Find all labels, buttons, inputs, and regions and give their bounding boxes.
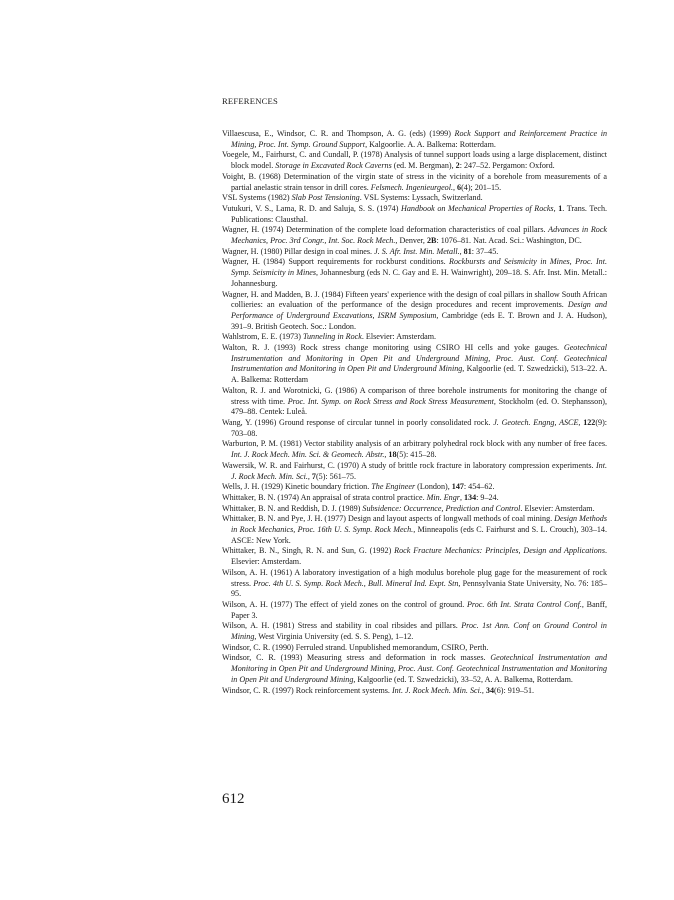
reference-entry [222, 418, 607, 439]
reference-text: Wahlstrom, E. E. (1973) [222, 332, 303, 342]
reference-entry [222, 653, 607, 685]
reference-text: : 1076–81. Nat. Acad. Sci.: Washington, DC. [436, 236, 582, 246]
reference-text: . Elsevier: Amsterdam. [361, 332, 437, 342]
reference-text: Whittaker, B. N. and Reddish, D. J. (1989) [222, 503, 363, 513]
reference-text: , [459, 492, 464, 502]
reference-entry [222, 504, 607, 515]
reference-text: Wilson, A. H. (1977) The effect of yield zones on the control of ground. [222, 599, 467, 609]
reference-entry [222, 204, 607, 225]
reference-text: : 9–24. [476, 492, 499, 502]
reference-entry [222, 493, 607, 504]
reference-text: Voight, B. (1968) Determination of the virgin state of stress in the vicinity of a borehole from measurements of a partial anelastic strain tensor in drill cores. [222, 171, 607, 192]
reference-entry [222, 439, 607, 460]
reference-entry [222, 461, 607, 482]
reference-text: Wells, J. H. (1929) Kinetic boundary friction. [222, 482, 372, 492]
reference-volume: 2 [455, 161, 460, 171]
reference-title: Geotechnical Instrumentation and Monitoring in Open Pit and Underground Mining, Proc. Aust. Conf. Geotechnical Instrumentation and Monitoring in Open Pit and Underground Mining [231, 653, 607, 684]
reference-title: Min. Engr [426, 492, 460, 502]
reference-title: Rock Support and Reinforcement Practice in Mining, Proc. Int. Symp. Ground Support [231, 129, 607, 149]
reference-entry [222, 568, 607, 600]
reference-text: (5): 561–75. [315, 471, 356, 481]
reference-entry [222, 686, 607, 697]
reference-text: Voegele, M., Fairhurst, C. and Cundall, P. (1978) Analysis of tunnel support loads using a large displacement, distinct block model. [222, 150, 607, 171]
reference-volume: 81 [463, 246, 472, 256]
reference-text: , Denver, [395, 236, 427, 246]
reference-entry [222, 386, 607, 418]
reference-title: Proc. 1st Ann. Conf on Ground Control in Mining [231, 621, 607, 642]
reference-text: Wilson, A. H. (1961) A laboratory investigation of a high modulus borehole plug gage for the measurement of rock stress. [222, 567, 607, 588]
reference-title: Storage in Excavated Rock Caverns [275, 161, 392, 171]
reference-text: , [452, 182, 458, 192]
reference-volume: 122 [583, 417, 596, 427]
reference-text: , West Virginia University (ed. S. S. Peng), 1–12. [254, 632, 414, 642]
page-number: 612 [222, 791, 245, 807]
reference-entry [222, 600, 607, 621]
reference-title: Slab Post Tensioning [291, 193, 360, 203]
reference-entry [222, 514, 607, 546]
reference-volume: 1 [558, 203, 563, 213]
reference-entry [222, 290, 607, 333]
reference-text: Warburton, P. M. (1981) Vector stability analysis of an arbitrary polyhedral rock block with any number of free faces. [222, 439, 607, 449]
reference-entry [222, 225, 607, 246]
reference-text: , Kalgoorlie (ed. T. Szwedzicki), 33–52, A. A. Balkema, Rotterdam. [353, 674, 573, 684]
reference-title: Felsmech. Ingenieurgeol. [370, 182, 453, 192]
reference-text: . Elsevier: Amsterdam. [520, 503, 595, 513]
reference-entry [222, 643, 607, 654]
reference-text: Walton, R. J. and Worotnicki, G. (1986) A comparison of three borehole instruments for monitoring the change of stress with time. [222, 385, 607, 406]
reference-text: Wagner, H. and Madden, B. J. (1984) Fifteen years' experience with the design of coal pillars in shallow South African collieries: an evaluation of the performance of the design procedures and recent improvements. [222, 289, 607, 310]
reference-text: Wilson, A. H. (1981) Stress and stability in coal ribsides and pillars. [222, 621, 462, 631]
reference-title: Proc. 4th U. S. Symp. Rock Mech., Bull. Mineral Ind. Expt. Stn [253, 578, 459, 588]
reference-text: Whittaker, B. N. (1974) An appraisal of strata control practice. [222, 492, 427, 502]
reference-text: Wang, Y. (1996) Ground response of circular tunnel in poorly consolidated rock. [222, 417, 494, 427]
reference-text: (ed. M. Bergman), [391, 161, 456, 171]
reference-text: , [307, 471, 312, 481]
reference-title: Tunneling in Rock [302, 332, 362, 342]
reference-entry [222, 247, 607, 258]
reference-text: (6): 919–51. [494, 685, 535, 695]
reference-entry [222, 482, 607, 493]
reference-title: Proc. 6th Int. Strata Control Conf. [466, 599, 582, 609]
reference-volume: 34 [485, 685, 495, 695]
reference-text: (London), [415, 482, 452, 492]
reference-text: , [459, 246, 464, 256]
reference-text: , Stockholm (ed. O. Stephansson), 479–88. Centek: Luleå. [231, 396, 607, 417]
reference-text: Vutukuri, V. S., Lama, R. D. and Saluja, S. S. (1974) [222, 203, 402, 213]
reference-entry [222, 172, 607, 193]
reference-volume: 7 [311, 471, 316, 481]
reference-text: : 37–45. [471, 246, 499, 256]
reference-title: Int. J. Rock Mech. Min. Sci. & Geomech. Abstr. [231, 450, 385, 460]
reference-text: : 454–62. [463, 482, 495, 492]
reference-text: Windsor, C. R. (1993) Measuring stress and deformation in rock masses. [222, 653, 491, 663]
references-header: REFERENCES [222, 96, 278, 106]
reference-text: (9): 703–08. [231, 417, 608, 438]
reference-text: Villaescusa, E., Windsor, C. R. and Thompson, A. G. (eds) (1999) [222, 129, 455, 138]
reference-text: Whittaker, B. N., Singh, R. N. and Sun, G. (1992) [222, 546, 395, 556]
reference-entry [222, 129, 607, 150]
reference-title: Rock Fracture Mechanics: Principles, Design and Applications [394, 546, 605, 556]
reference-text: , [553, 203, 559, 213]
reference-volume: 18 [388, 450, 397, 460]
reference-title: J. Geotech. Engng, ASCE [493, 417, 579, 427]
reference-text: , [481, 685, 486, 695]
reference-title: J. S. Afr. Inst. Min. Metall. [374, 246, 460, 256]
reference-text: . Elsevier: Amsterdam. [231, 546, 608, 567]
reference-entry [222, 257, 607, 289]
reference-title: The Engineer [371, 482, 416, 492]
reference-title: Handbook on Mechanical Properties of Rocks [401, 203, 554, 213]
reference-entry [222, 332, 607, 343]
reference-title: Design Methods in Rock Mechanics, Proc. 16th U. S. Symp. Rock Mech. [231, 514, 608, 535]
reference-title: Rockbursts and Seismicity in Mines, Proc. Int. Symp. Seismicity in Mines [231, 257, 608, 278]
reference-text: Wagner, H. (1984) Support requirements for rockburst conditions. [222, 257, 450, 267]
reference-text: (5): 415–28. [396, 450, 437, 460]
reference-text: . VSL Systems: Lyssach, Switzerland. [359, 193, 483, 203]
reference-text: , [384, 450, 389, 460]
reference-title: Advances in Rock Mechanics, Proc. 3rd Congr., Int. Soc. Rock Mech. [231, 225, 608, 246]
reference-text: Windsor, C. R. (1997) Rock reinforcement systems. [222, 685, 392, 695]
reference-title: Int. J. Rock Mech. Min. Sci. [231, 460, 607, 481]
reference-text: , Kalgoorlie (ed. T. Szwedzicki), 513–22. A. A. Balkema: Rotterdam [231, 364, 607, 385]
reference-text: Wagner, H. (1980) Pillar design in coal mines. [222, 246, 375, 256]
reference-entry [222, 150, 607, 171]
reference-text: : 247–52. Pergamon: Oxford. [459, 161, 555, 171]
reference-text: , Pennsylvania State University, No. 76: 185–95. [231, 578, 607, 599]
reference-text: Wagner, H. (1974) Determination of the complete load deformation characteristics of coal pillars. [222, 225, 549, 235]
reference-text: , Kalgoorlie. A. A. Balkema: Rotterdam. [365, 139, 496, 149]
reference-text: , [578, 417, 584, 427]
reference-volume: 134 [463, 492, 477, 502]
reference-entry [222, 343, 607, 386]
reference-title: Int. J. Rock Mech. Min. Sci. [391, 685, 482, 695]
reference-text: , Cambridge (eds E. T. Brown and J. A. Hudson), 391–9. British Geotech. Soc.: London. [231, 310, 607, 331]
reference-text: Walton, R. J. (1993) Rock stress change monitoring using CSIRO HI cells and yoke gauges. [222, 343, 564, 353]
reference-text: Wawersik, W. R. and Fairhurst, C. (1970) A study of brittle rock fracture in laboratory compression experiments. [222, 460, 596, 470]
reference-text: , Banff, Paper 3. [231, 599, 607, 620]
reference-entry [222, 546, 607, 567]
reference-text: , Johannesburg (eds N. C. Gay and E. H. Wainwright), 209–18. S. Afr. Inst. Min. Metall.: Johannesburg. [231, 268, 608, 288]
reference-volume: 147 [451, 482, 464, 492]
reference-text: Windsor, C. R. (1990) Ferruled strand. Unpublished memorandum, CSIRO, Perth. [222, 642, 489, 652]
reference-title: Design and Performance of Underground Excavations, ISRM Symposium [231, 300, 608, 320]
reference-entry [222, 621, 607, 642]
reference-text: (4); 201–15. [461, 182, 502, 192]
reference-text: , Minneapolis (eds C. Fairhurst and S. L. Crouch), 303–14. ASCE: New York. [231, 525, 608, 545]
reference-text: . Trans. Tech. Publications: Clausthal. [231, 203, 608, 224]
reference-volume: 2B [426, 236, 437, 246]
reference-volume: 6 [457, 182, 462, 192]
reference-entry [222, 193, 607, 204]
reference-text: VSL Systems (1982) [222, 193, 292, 203]
reference-title: Subsidence: Occurrence, Prediction and Control [362, 503, 521, 513]
reference-title: Proc. Int. Symp. on Rock Stress and Rock Stress Measurement [287, 396, 494, 406]
reference-title: Geotechnical Instrumentation and Monitoring in Open Pit and Underground Mining, Proc. Aust. Conf. Geotechnical Instrumentation and Monitoring in Open Pit and Underground Mining [231, 343, 607, 374]
reference-text: Whittaker, B. N. and Pye, J. H. (1977) Design and layout aspects of longwall methods of coal mining. [222, 514, 555, 524]
reference-list [222, 129, 607, 696]
